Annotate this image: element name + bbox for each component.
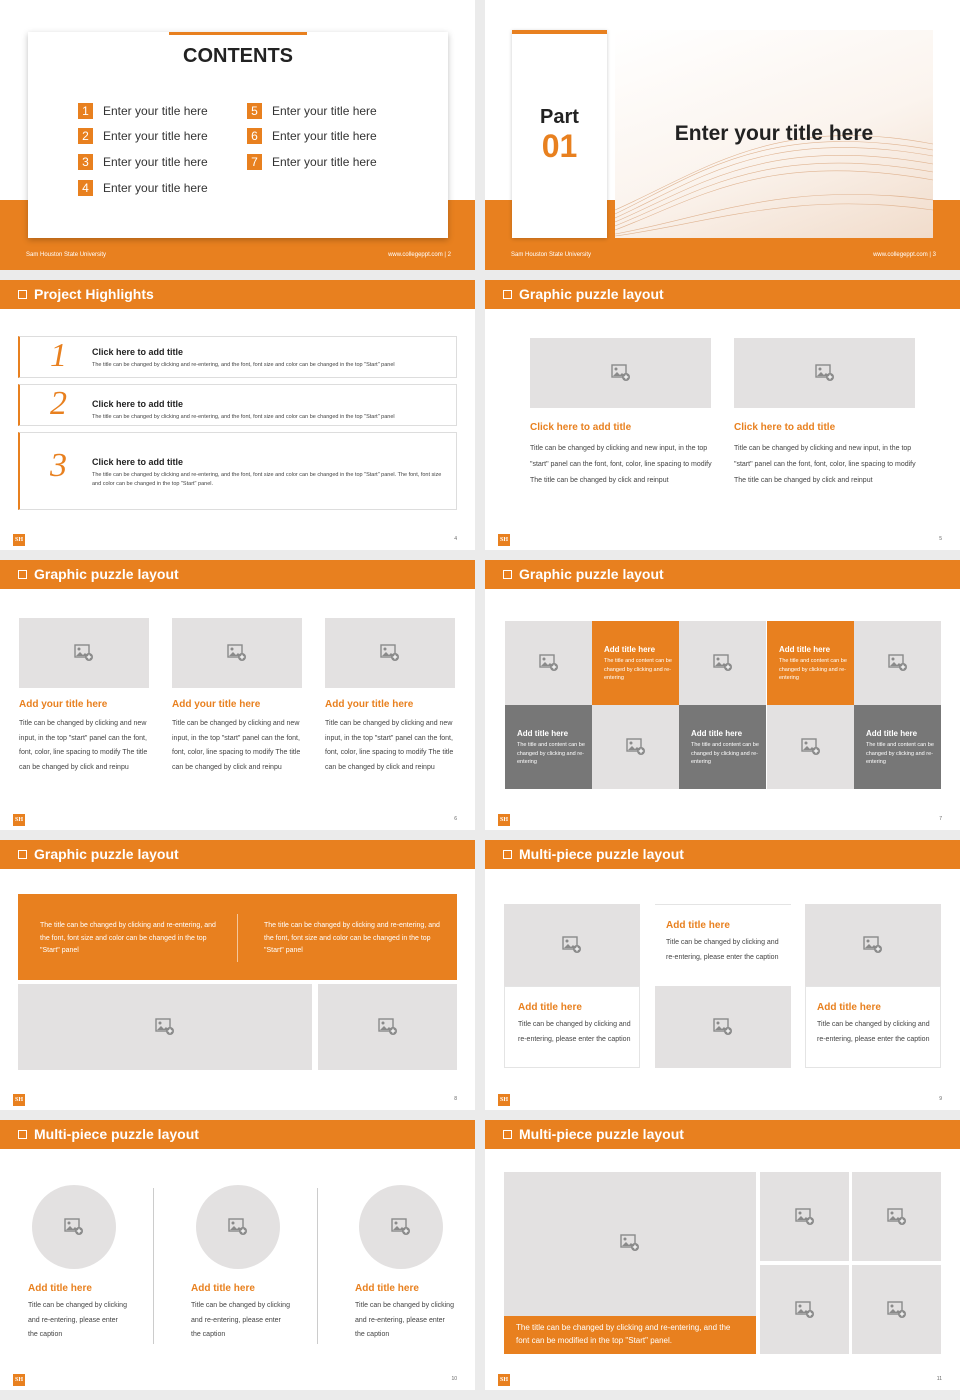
section-title: Enter your title here xyxy=(674,122,874,145)
slide-graphic-puzzle-3col[interactable] xyxy=(0,560,475,830)
contents-card xyxy=(28,32,448,238)
image-placeholder[interactable] xyxy=(852,1265,941,1354)
item-number: 6 xyxy=(247,128,262,144)
page-number: 4 xyxy=(454,536,457,542)
image-placeholder[interactable] xyxy=(172,618,302,688)
image-plus-icon xyxy=(801,738,821,756)
image-placeholder[interactable] xyxy=(19,618,149,688)
checkbox-icon xyxy=(503,850,512,859)
checkbox-icon xyxy=(18,1130,27,1139)
image-plus-icon xyxy=(713,654,733,672)
slide-multi-piece-circles[interactable] xyxy=(0,1120,475,1390)
sh-logo-icon: SH xyxy=(13,814,25,826)
column-title: Add title here xyxy=(355,1283,419,1294)
gray-cell[interactable] xyxy=(679,705,766,789)
cell-desc: The title and content can be changed by clicking and re-entering xyxy=(866,742,934,765)
contents-item[interactable] xyxy=(247,128,377,144)
page-number: 5 xyxy=(939,536,942,542)
contents-item[interactable] xyxy=(78,128,208,144)
item-label: Enter your title here xyxy=(272,104,377,118)
card-title: Add title here xyxy=(666,920,730,931)
header-text: Graphic puzzle layout xyxy=(519,286,664,302)
slide-header xyxy=(485,280,960,309)
column-desc: Title can be changed by clicking and new input, in the top "start" panel can the font, font, color, line spacing to modify The title can be changed by click and reinpu xyxy=(19,720,148,771)
highlight-number: 3 xyxy=(50,447,67,484)
orange-cell[interactable] xyxy=(592,621,679,705)
image-plus-icon xyxy=(815,364,835,382)
image-plus-icon xyxy=(391,1218,411,1236)
title-banner xyxy=(615,30,933,238)
slide-graphic-puzzle-2col[interactable] xyxy=(485,280,960,550)
image-plus-icon xyxy=(380,644,400,662)
cell-title: Add title here xyxy=(691,729,743,738)
footer-university: Sam Houston State University xyxy=(511,252,592,258)
checkbox-icon xyxy=(503,290,512,299)
header-text: Graphic puzzle layout xyxy=(34,846,179,862)
image-placeholder[interactable] xyxy=(760,1265,849,1354)
slide-graphic-puzzle-banner[interactable] xyxy=(0,840,475,1110)
slide-part[interactable] xyxy=(485,0,960,270)
image-plus-icon xyxy=(64,1218,84,1236)
slide-header xyxy=(485,560,960,589)
image-placeholder[interactable] xyxy=(734,338,915,408)
image-plus-icon xyxy=(539,654,559,672)
text-card[interactable] xyxy=(805,986,941,1068)
image-plus-icon xyxy=(887,1301,907,1319)
sh-logo-icon: SH xyxy=(498,1094,510,1106)
contents-title: CONTENTS xyxy=(183,45,293,67)
header-text: Project Highlights xyxy=(34,286,154,302)
image-placeholder[interactable] xyxy=(325,618,455,688)
item-number: 3 xyxy=(78,154,93,170)
sh-logo-icon: SH xyxy=(498,534,510,546)
highlight-title: Click here to add title xyxy=(92,399,184,409)
page-number: 7 xyxy=(939,816,942,822)
column-title: Click here to add title xyxy=(530,422,632,433)
column-desc: Title can be changed by clicking and new input, in the top "start" panel can the font, font, color, line spacing to modify The title can be changed by click and reinput xyxy=(530,445,712,484)
page-number: 6 xyxy=(454,816,457,822)
contents-item[interactable] xyxy=(247,103,377,119)
image-placeholder[interactable] xyxy=(679,621,766,705)
highlight-number: 1 xyxy=(50,337,67,374)
divider xyxy=(317,1188,318,1344)
divider xyxy=(237,914,238,962)
image-placeholder-circle[interactable] xyxy=(196,1185,280,1269)
item-number: 2 xyxy=(78,128,93,144)
image-placeholder-circle[interactable] xyxy=(32,1185,116,1269)
header-text: Graphic puzzle layout xyxy=(519,566,664,582)
sh-logo-icon: SH xyxy=(13,534,25,546)
footer-url: www.collegeppt.com | 3 xyxy=(873,252,936,258)
checkbox-icon xyxy=(18,290,27,299)
checkbox-icon xyxy=(18,850,27,859)
cell-desc: The title and content can be changed by clicking and re-entering xyxy=(604,658,672,681)
slide-header xyxy=(485,840,960,869)
checkbox-icon xyxy=(503,570,512,579)
page-number: 9 xyxy=(939,1096,942,1102)
column-desc: Title can be changed by clicking and re-entering, please enter the caption xyxy=(355,1302,454,1338)
image-placeholder[interactable] xyxy=(767,705,854,789)
card-desc: Title can be changed by clicking and re-entering, please enter the caption xyxy=(666,939,779,961)
page-number: 10 xyxy=(451,1376,457,1382)
column-title: Click here to add title xyxy=(734,422,836,433)
slide-header xyxy=(485,1120,960,1149)
item-label: Enter your title here xyxy=(103,104,208,118)
slide-contents[interactable] xyxy=(0,0,475,270)
column-title: Add your title here xyxy=(19,699,108,710)
box-text-right: The title can be changed by clicking and re-entering, and the font, font size and color can be changed in the top "Start" panel xyxy=(264,922,440,954)
cell-desc: The title and content can be changed by clicking and re-entering xyxy=(691,742,759,765)
item-label: Enter your title here xyxy=(103,155,208,169)
part-number: 01 xyxy=(541,128,578,164)
gray-cell[interactable] xyxy=(854,705,941,789)
slide-project-highlights[interactable] xyxy=(0,280,475,550)
column-title: Add your title here xyxy=(325,699,414,710)
cell-desc: The title and content can be changed by clicking and re-entering xyxy=(517,742,585,765)
image-plus-icon xyxy=(562,936,582,954)
highlight-row[interactable] xyxy=(18,432,457,510)
image-plus-icon xyxy=(155,1018,175,1036)
part-box xyxy=(512,30,607,238)
item-label: Enter your title here xyxy=(103,129,208,143)
highlight-title: Click here to add title xyxy=(92,457,184,467)
image-plus-icon xyxy=(620,1234,640,1252)
item-label: Enter your title here xyxy=(272,129,377,143)
column-title: Add title here xyxy=(28,1283,92,1294)
cell-title: Add title here xyxy=(517,729,569,738)
box-text-left: The title can be changed by clicking and re-entering, and the font, font size and color can be changed in the top "Start" panel xyxy=(40,922,216,954)
sh-logo-icon: SH xyxy=(13,1094,25,1106)
image-placeholder[interactable] xyxy=(854,621,941,705)
card-title: Add title here xyxy=(817,1002,881,1013)
image-placeholder[interactable] xyxy=(530,338,711,408)
image-placeholder[interactable] xyxy=(655,986,791,1068)
image-placeholder[interactable] xyxy=(318,984,457,1070)
slide-multi-piece-1[interactable] xyxy=(485,840,960,1110)
column-desc: Title can be changed by clicking and new input, in the top "start" panel can the font, font, color, line spacing to modify The title can be changed by click and reinput xyxy=(734,445,916,484)
caption-bar[interactable]: The title can be changed by clicking and re-entering, and the font can be modified in the top "Start" panel. xyxy=(504,1316,756,1354)
slide-graphic-puzzle-grid[interactable] xyxy=(485,560,960,830)
slide-header xyxy=(0,560,475,589)
highlight-desc: The title can be changed by clicking and re-entering, and the font, font size and color can be changed in the top "Start" panel. The font, font size and color can be changed in the top "Start" panel. xyxy=(92,472,442,487)
header-text: Graphic puzzle layout xyxy=(34,566,179,582)
text-card[interactable] xyxy=(655,904,791,986)
image-placeholder[interactable] xyxy=(852,1172,941,1261)
page-number: 8 xyxy=(454,1096,457,1102)
text-card[interactable] xyxy=(504,986,640,1068)
highlight-row[interactable] xyxy=(18,384,457,426)
header-text: Multi-piece puzzle layout xyxy=(519,1126,684,1142)
card-desc: Title can be changed by clicking and re-entering, please enter the caption xyxy=(518,1021,631,1043)
contents-item[interactable] xyxy=(247,154,377,170)
image-plus-icon xyxy=(611,364,631,382)
image-plus-icon xyxy=(227,644,247,662)
divider xyxy=(153,1188,154,1344)
image-placeholder[interactable] xyxy=(18,984,312,1070)
image-plus-icon xyxy=(228,1218,248,1236)
slide-multi-piece-mosaic[interactable] xyxy=(485,1120,960,1390)
column-desc: Title can be changed by clicking and re-entering, please enter the caption xyxy=(191,1302,290,1338)
column-title: Add title here xyxy=(191,1283,255,1294)
cell-title: Add title here xyxy=(779,645,831,654)
column-desc: Title can be changed by clicking and re-entering, please enter the caption xyxy=(28,1302,127,1338)
slide-header xyxy=(0,1120,475,1149)
card-title: Add title here xyxy=(518,1002,582,1013)
slide-header xyxy=(0,280,475,309)
highlight-desc: The title can be changed by clicking and re-entering, and the font, font size and color can be changed in the top "Start" panel xyxy=(92,414,395,420)
image-plus-icon xyxy=(713,1018,733,1036)
checkbox-icon xyxy=(18,570,27,579)
page-number: 11 xyxy=(936,1376,942,1382)
image-placeholder[interactable] xyxy=(592,705,679,789)
orange-text-box[interactable] xyxy=(18,894,457,980)
image-plus-icon xyxy=(378,1018,398,1036)
item-label: Enter your title here xyxy=(103,181,208,195)
image-placeholder-circle[interactable] xyxy=(359,1185,443,1269)
card-desc: Title can be changed by clicking and re-entering, please enter the caption xyxy=(817,1021,930,1043)
part-label: Part xyxy=(540,106,579,128)
highlight-desc: The title can be changed by clicking and re-entering, and the font, font size and color can be changed in the top "Start" panel xyxy=(92,362,395,368)
item-number: 7 xyxy=(247,154,262,170)
slide-header xyxy=(0,840,475,869)
header-text: Multi-piece puzzle layout xyxy=(34,1126,199,1142)
item-number: 4 xyxy=(78,180,93,196)
item-number: 5 xyxy=(247,103,262,119)
item-label: Enter your title here xyxy=(272,155,377,169)
image-placeholder[interactable] xyxy=(760,1172,849,1261)
column-title: Add your title here xyxy=(172,699,261,710)
highlight-title: Click here to add title xyxy=(92,347,184,357)
checkbox-icon xyxy=(503,1130,512,1139)
cell-title: Add title here xyxy=(604,645,656,654)
image-plus-icon xyxy=(626,738,646,756)
sh-logo-icon: SH xyxy=(498,1374,510,1386)
image-plus-icon xyxy=(795,1208,815,1226)
item-number: 1 xyxy=(78,103,93,119)
footer-url: www.collegeppt.com | 2 xyxy=(388,252,451,258)
image-placeholder[interactable] xyxy=(805,904,941,986)
header-text: Multi-piece puzzle layout xyxy=(519,846,684,862)
orange-cell[interactable] xyxy=(767,621,854,705)
sh-logo-icon: SH xyxy=(498,814,510,826)
contents-item[interactable] xyxy=(78,180,208,196)
image-placeholder[interactable] xyxy=(505,621,592,705)
footer-university: Sam Houston State University xyxy=(26,252,107,258)
image-plus-icon xyxy=(863,936,883,954)
card-accent xyxy=(169,32,307,35)
highlight-number: 2 xyxy=(50,385,67,422)
image-plus-icon xyxy=(887,1208,907,1226)
image-plus-icon xyxy=(74,644,94,662)
contents-item[interactable] xyxy=(78,103,208,119)
cell-desc: The title and content can be changed by clicking and re-entering xyxy=(779,658,847,681)
image-plus-icon xyxy=(795,1301,815,1319)
sh-logo-icon: SH xyxy=(13,1374,25,1386)
column-desc: Title can be changed by clicking and new input, in the top "start" panel can the font, font, color, line spacing to modify The title can be changed by click and reinpu xyxy=(325,720,454,771)
image-plus-icon xyxy=(888,654,908,672)
image-placeholder[interactable] xyxy=(504,904,640,986)
cell-title: Add title here xyxy=(866,729,918,738)
gray-cell[interactable] xyxy=(505,705,592,789)
column-desc: Title can be changed by clicking and new input, in the top "start" panel can the font, font, color, line spacing to modify The title can be changed by click and reinpu xyxy=(172,720,301,771)
contents-item[interactable] xyxy=(78,154,208,170)
highlight-row[interactable] xyxy=(18,336,457,378)
